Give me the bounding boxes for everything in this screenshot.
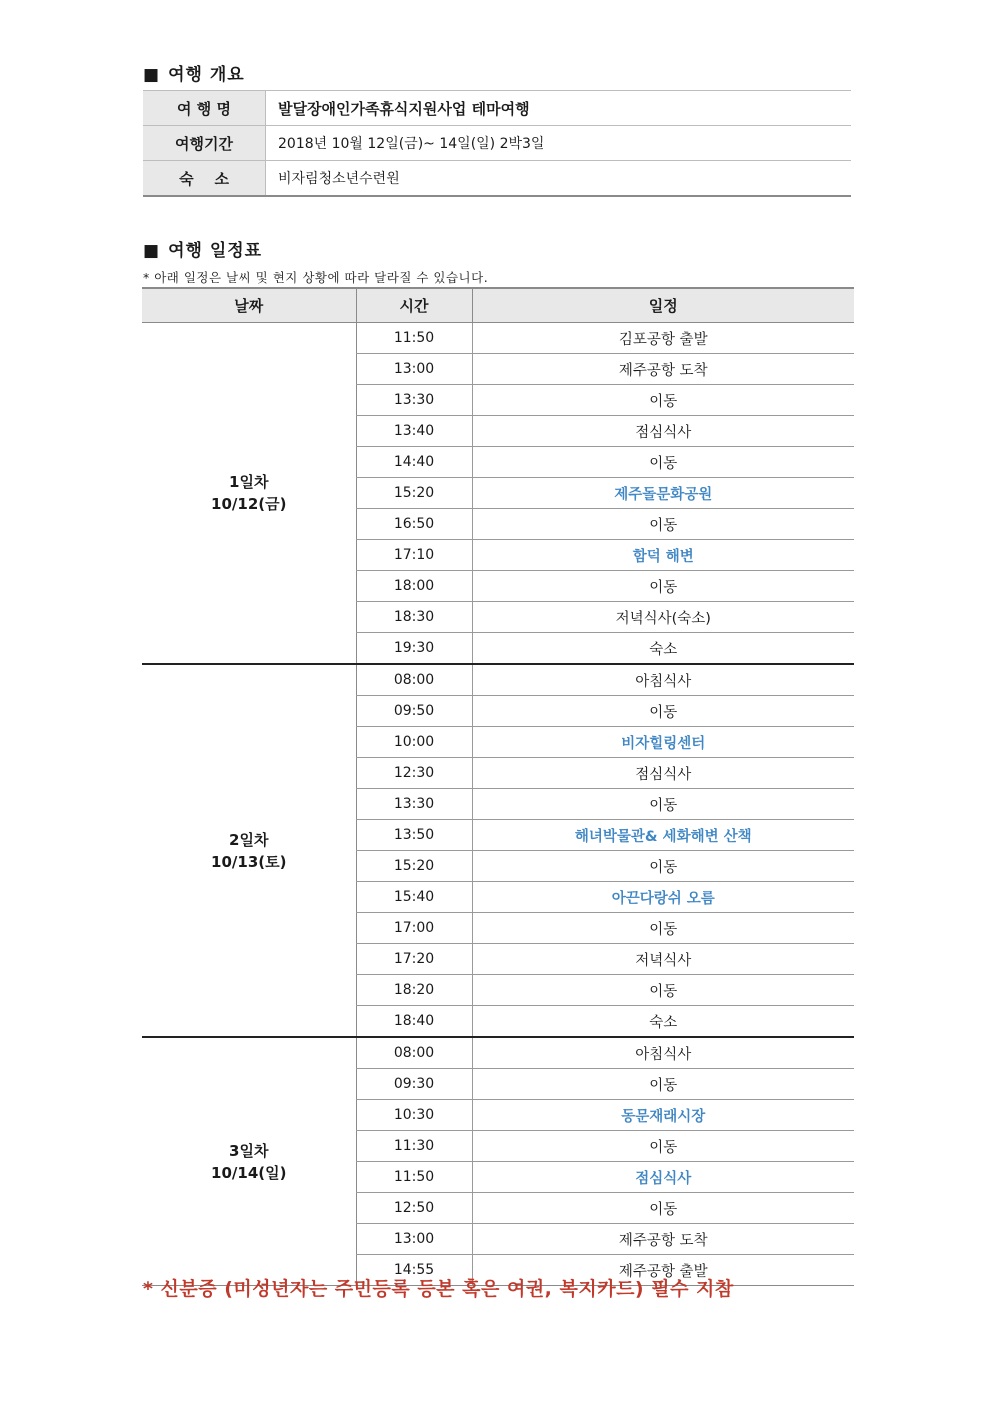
- schedule-row: [142, 664, 854, 696]
- schedule-body: [142, 323, 854, 1286]
- time-cell: 18:40: [356, 1006, 472, 1038]
- activity-cell: 제주돌문화공원: [472, 478, 854, 509]
- overview-label: 숙 소: [143, 161, 266, 197]
- time-cell: 09:30: [356, 1069, 472, 1100]
- time-cell: 13:30: [356, 789, 472, 820]
- schedule-row: [142, 323, 854, 354]
- activity-cell: 점심식사: [472, 416, 854, 447]
- time-cell: 15:20: [356, 851, 472, 882]
- day-date: 10/14(일): [211, 1163, 287, 1182]
- time-cell: 14:40: [356, 447, 472, 478]
- time-cell: 17:10: [356, 540, 472, 571]
- overview-row: [143, 91, 851, 126]
- time-cell: 08:00: [356, 1037, 472, 1069]
- activity-cell: 이동: [472, 913, 854, 944]
- activity-cell: 아끈다랑쉬 오름: [472, 882, 854, 913]
- day-date: 10/13(토): [211, 852, 287, 871]
- overview-label: 여행기간: [143, 126, 266, 161]
- activity-cell: 이동: [472, 1193, 854, 1224]
- square-bullet-icon: ■: [143, 65, 161, 85]
- schedule-table: [142, 287, 854, 1286]
- activity-cell: 제주공항 도착: [472, 1224, 854, 1255]
- activity-cell: 이동: [472, 447, 854, 478]
- header-time: 시간: [356, 288, 472, 323]
- overview-value: 비자림청소년수련원: [266, 161, 852, 197]
- activity-cell: 숙소: [472, 1006, 854, 1038]
- overview-table: [143, 90, 851, 197]
- time-cell: 13:50: [356, 820, 472, 851]
- time-cell: 11:30: [356, 1131, 472, 1162]
- activity-cell: 함덕 해변: [472, 540, 854, 571]
- day-label: 2일차: [229, 830, 269, 849]
- schedule-row: [142, 1037, 854, 1069]
- time-cell: 12:50: [356, 1193, 472, 1224]
- activity-cell: 이동: [472, 571, 854, 602]
- time-cell: 13:00: [356, 1224, 472, 1255]
- day-label: 3일차: [229, 1141, 269, 1160]
- overview-title: ■ 여행 개요: [143, 65, 245, 85]
- time-cell: 15:20: [356, 478, 472, 509]
- activity-cell: 이동: [472, 509, 854, 540]
- time-cell: 18:00: [356, 571, 472, 602]
- time-cell: 13:00: [356, 354, 472, 385]
- overview-value: 발달장애인가족휴식지원사업 테마여행: [266, 91, 852, 126]
- activity-cell: 해녀박물관& 세화해변 산책: [472, 820, 854, 851]
- time-cell: 08:00: [356, 664, 472, 696]
- activity-cell: 이동: [472, 1131, 854, 1162]
- time-cell: 13:30: [356, 385, 472, 416]
- header-date: 날짜: [142, 288, 356, 323]
- activity-cell: 아침식사: [472, 1037, 854, 1069]
- day-label: 1일차: [229, 473, 269, 491]
- activity-cell: 이동: [472, 385, 854, 416]
- activity-cell: 저녁식사(숙소): [472, 602, 854, 633]
- time-cell: 19:30: [356, 633, 472, 665]
- activity-cell: 점심식사: [472, 758, 854, 789]
- activity-cell: 김포공항 출발: [472, 323, 854, 354]
- schedule-title: ■ 여행 일정표: [143, 241, 263, 261]
- time-cell: 17:20: [356, 944, 472, 975]
- activity-cell: 점심식사: [472, 1162, 854, 1193]
- activity-cell: 이동: [472, 789, 854, 820]
- time-cell: 17:00: [356, 913, 472, 944]
- time-cell: 15:40: [356, 882, 472, 913]
- activity-cell: 숙소: [472, 633, 854, 665]
- activity-cell: 저녁식사: [472, 944, 854, 975]
- time-cell: 11:50: [356, 323, 472, 354]
- day-cell: [142, 323, 356, 665]
- time-cell: 10:00: [356, 727, 472, 758]
- schedule-note: * 아래 일정은 날씨 및 현지 상황에 따라 달라질 수 있습니다.: [143, 270, 489, 285]
- activity-cell: 이동: [472, 851, 854, 882]
- overview-row: [143, 126, 851, 161]
- activity-cell: 비자힐링센터: [472, 727, 854, 758]
- activity-cell: 제주공항 도착: [472, 354, 854, 385]
- time-cell: 13:40: [356, 416, 472, 447]
- activity-cell: 제주공항 출발: [472, 1255, 854, 1286]
- time-cell: 12:30: [356, 758, 472, 789]
- overview-label: 여 행 명: [143, 91, 266, 126]
- time-cell: 14:55: [356, 1255, 472, 1286]
- schedule-header-row: [142, 288, 854, 323]
- activity-cell: 아침식사: [472, 664, 854, 696]
- day-date: 10/12(금): [211, 495, 287, 513]
- time-cell: 16:50: [356, 509, 472, 540]
- activity-cell: 동문재래시장: [472, 1100, 854, 1131]
- time-cell: 18:30: [356, 602, 472, 633]
- overview-row: [143, 161, 851, 197]
- day-cell: [142, 664, 356, 1037]
- overview-value: 2018년 10월 12일(금)~ 14일(일) 2박3일: [266, 126, 852, 161]
- day-cell: [142, 1037, 356, 1286]
- activity-cell: 이동: [472, 696, 854, 727]
- time-cell: 10:30: [356, 1100, 472, 1131]
- time-cell: 18:20: [356, 975, 472, 1006]
- activity-cell: 이동: [472, 975, 854, 1006]
- header-activity: 일정: [472, 288, 854, 323]
- time-cell: 11:50: [356, 1162, 472, 1193]
- activity-cell: 이동: [472, 1069, 854, 1100]
- time-cell: 09:50: [356, 696, 472, 727]
- square-bullet-icon: ■: [143, 241, 161, 261]
- id-requirement-note: * 신분증 (미성년자는 주민등록 등본 혹은 여권, 복지카드) 필수 지참: [143, 1278, 734, 1300]
